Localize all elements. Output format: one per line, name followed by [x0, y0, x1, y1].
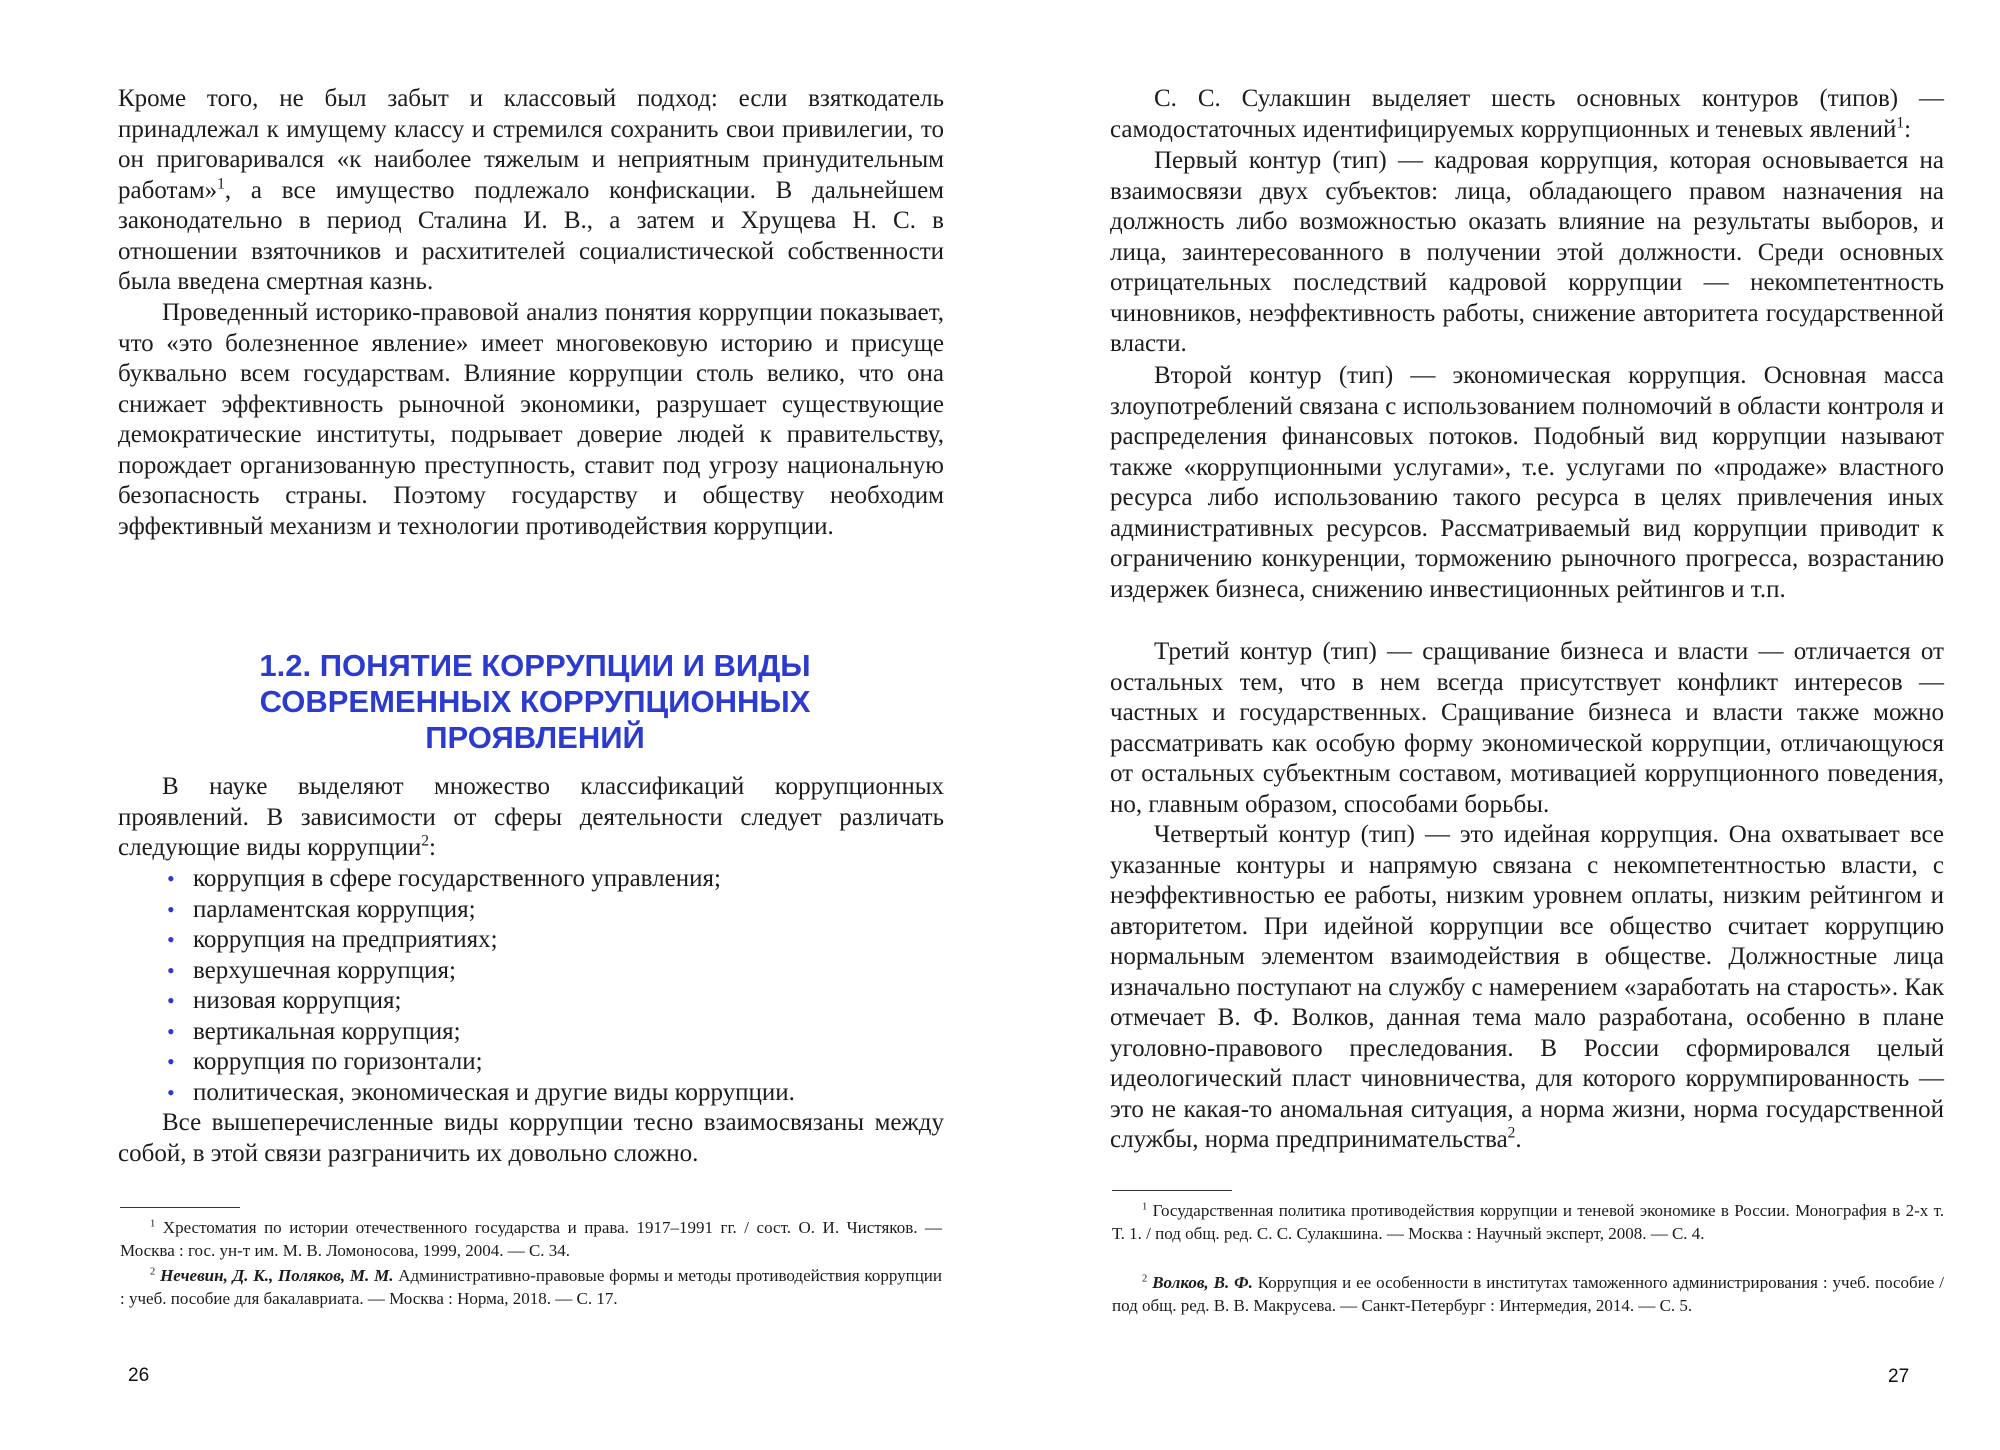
bullet-icon: • [167, 866, 175, 891]
footnote: $^2$ Волков, В. Ф. Коррупция и ее особенности в институтах таможенного администрирования : учеб. пособие / под общ. ред. В. В. Макрусева. — Санкт-Петербург : Интермедия, 2014. — С. 5. [1112, 1273, 1945, 1315]
bullet-icon: • [167, 1079, 175, 1105]
list-item: • коррупция по горизонтали; [163, 1047, 883, 1078]
list-item: • верхушечная коррупция; [163, 956, 883, 987]
body-paragraph: Кроме того, не был забыт и классовый подход: если взяткодатель принадлежал к имущему классу и стремился сохранить свои привилегии, то он приговаривался «к наиболее тяжелым и неприятным принудительным работам»$^1$, а все имущество подлежало конфискации. В дальнейшем законодательно в период Сталина И. В., а затем и Хрущева Н. С. в отношении взяточников и расхитителей социалистической собственности была введена смертная казнь. [118, 85, 944, 295]
footnote-divider [120, 1207, 240, 1208]
body-paragraph: Все вышеперечисленные виды коррупции тесно взаимосвязаны между собой, в этой связи разграничить их довольно сложно. [118, 1109, 944, 1167]
bullet-icon: • [167, 957, 175, 983]
page-number: 27 [1888, 1366, 1910, 1387]
list-item: • политическая, экономическая и другие виды коррупции. [163, 1078, 883, 1109]
footnote-divider [1112, 1190, 1232, 1191]
list-item: • коррупция в сфере государственного управления; [163, 864, 883, 895]
footnote: $^2$ Нечевин, Д. К., Поляков, М. М. Административно-правовые формы и методы противодействия коррупции : учеб. пособие для бакалавриата. — Москва : Норма, 2018. — С. 17. [120, 1266, 942, 1308]
bullet-icon: • [167, 896, 175, 922]
bullet-icon: • [167, 1018, 175, 1044]
body-paragraph: Проведенный историко-правовой анализ понятия коррупции показывает, что «это болезненное явление» имеет многовековую историю и присуще буквально всем государствам. Влияние коррупции столь велико, что она снижает эффективность рыночной экономики, разрушает существующие демократические институты, подрывает доверие людей к правительству, порождает организованную преступность, ставит под угрозу национальную безопасность страны. Поэтому государству и обществу необходим эффективный механизм и технологии противодействия коррупции. [118, 299, 944, 540]
bullet-icon: • [167, 1049, 175, 1074]
footnote: $^1$ Государственная политика противодействия коррупции и теневой экономике в России. Монография в 2-х т. Т. 1. / под общ. ред. С. С. Сулакшина. — Москва : Научный эксперт, 2008. — С. 4. [1112, 1201, 1945, 1243]
body-paragraph: Четвертый контур (тип) — это идейная коррупция. Она охватывает все указанные контуры и напрямую связана с некомпетентностью власти, с неэффективностью ее работы, низким уровнем оплаты, низким рейтингом и авторитетом. При идейной коррупции все общество считает коррупцию нормальным элементом взаимодействия в обществе. Должностные лица изначально поступают на службу с намерением «заработать на старость». Как отмечает В. Ф. Волков, данная тема мало разработана, особенно в плане уголовно-правового преследования. В России сформировался целый идеологический пласт чиновничества, для которого коррумпированность — это не какая-то аномальная ситуация, а норма жизни, норма государственной службы, норма предпринимательства$^2$. [1110, 821, 1944, 1153]
list-item: • низовая коррупция; [163, 986, 883, 1017]
body-paragraph: В науке выделяют множество классификаций коррупционных проявлений. В зависимости от сферы деятельности следует различать следующие виды коррупции$^2$: [118, 773, 944, 861]
list-item: • парламентская коррупция; [163, 895, 883, 926]
body-paragraph: С. С. Сулакшин выделяет шесть основных контуров (типов) — самодостаточных идентифицируемых коррупционных и теневых явлений$^1$: [1110, 85, 1944, 143]
footnote-ref: 2 [1507, 1124, 1516, 1142]
body-paragraph: Второй контур (тип) — экономическая коррупция. Основная масса злоупотреблений связана с использованием полномочий в области контроля и распределения финансовых потоков. Подобный вид коррупции называют также «коррупционными услугами», т.е. услугами по «продаже» властного ресурса либо использованию такого ресурса в целях привлечения иных административных ресурсов. Рассматриваемый вид коррупции приводит к ограничению конкуренции, торможению рыночного прогресса, возрастанию издержек бизнеса, снижению инвестиционных рейтингов и т.п. [1110, 362, 1944, 603]
list-item: • вертикальная коррупция; [163, 1017, 883, 1048]
left-page [0, 0, 960, 1450]
bullet-icon: • [167, 988, 175, 1013]
body-paragraph: Первый контур (тип) — кадровая коррупция, которая основывается на взаимосвязи двух субъектов: лица, обладающего правом назначения на должность либо возможностью оказать влияние на результаты выборов, и лица, заинтересованного в получении этой должности. Среди основных отрицательных последствий кадровой коррупции — некомпетентность чиновников, неэффективность работы, снижение авторитета государственной власти. [1110, 147, 1944, 357]
footnote-ref: 1 [217, 175, 225, 193]
section-heading: 1.2. ПОНЯТИЕ КОРРУПЦИИ И ВИДЫ СОВРЕМЕННЫХ КОРРУПЦИОННЫХ ПРОЯВЛЕНИЙ [259, 648, 811, 755]
right-page [1040, 0, 2000, 1450]
corruption-types-list [163, 864, 883, 1108]
footnote-ref: 1 [1896, 114, 1905, 132]
page-number: 26 [128, 1365, 150, 1386]
footnote: $^1$ Хрестоматия по истории отечественного государства и права. 1917–1991 гг. / сост. О. И. Чистяков. — Москва : гос. ун-т им. М. В. Ломоносова, 1999, 2004. — С. 34. [120, 1218, 943, 1260]
footnote-ref: 2 [421, 832, 429, 850]
list-item: • коррупция на предприятиях; [163, 925, 883, 956]
bullet-icon: • [167, 927, 175, 952]
body-paragraph: Третий контур (тип) — сращивание бизнеса и власти — отличается от остальных тем, что в нем всегда присутствует конфликт интересов — частных и государственных. Сращивание бизнеса и власти также можно рассматривать как особую форму экономической коррупции, отличающуюся от остальных субъектным составом, мотивацией коррупционного поведения, но, главным образом, способами борьбы. [1110, 638, 1944, 818]
